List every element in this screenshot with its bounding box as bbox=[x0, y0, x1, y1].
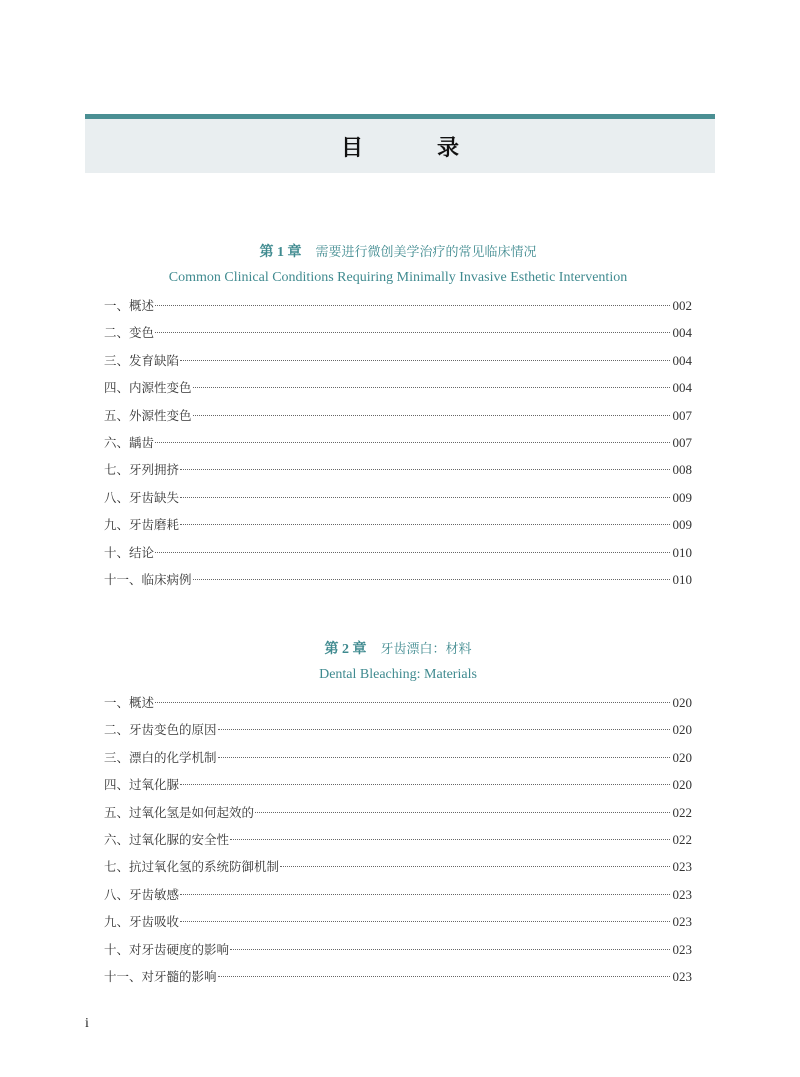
toc-entry-page: 023 bbox=[672, 859, 692, 875]
leader-dots bbox=[155, 702, 669, 703]
chapter-2-entries bbox=[104, 689, 692, 990]
toc-entry-label: 九、牙齿磨耗 bbox=[104, 517, 180, 533]
toc-entry-page: 004 bbox=[672, 325, 692, 341]
toc-entry-label: 六、龋齿 bbox=[104, 434, 155, 450]
toc-entry[interactable] bbox=[104, 853, 692, 880]
toc-entry[interactable] bbox=[104, 826, 692, 853]
chapter-2-section bbox=[104, 641, 692, 990]
toc-entry-label: 七、牙列拥挤 bbox=[104, 462, 180, 478]
toc-entry[interactable] bbox=[104, 771, 692, 798]
toc-entry-page: 009 bbox=[672, 517, 692, 533]
toc-entry[interactable] bbox=[104, 716, 692, 743]
leader-dots bbox=[180, 497, 669, 498]
toc-entry-page: 009 bbox=[672, 489, 692, 505]
toc-entry[interactable] bbox=[104, 566, 692, 593]
chapter-1-title-en: Common Clinical Conditions Requiring Minimally Invasive Esthetic Intervention bbox=[168, 270, 628, 285]
chapter-2-heading bbox=[104, 641, 692, 659]
toc-entry[interactable] bbox=[104, 689, 692, 716]
toc-entry[interactable] bbox=[104, 319, 692, 346]
leader-dots bbox=[230, 839, 669, 840]
toc-entry-page: 020 bbox=[672, 777, 692, 793]
toc-entry-page: 008 bbox=[672, 462, 692, 478]
toc-entry[interactable] bbox=[104, 429, 692, 456]
leader-dots bbox=[193, 579, 670, 580]
chapter-2-title-en: Dental Bleaching: Materials bbox=[319, 667, 477, 682]
leader-dots bbox=[180, 894, 669, 895]
chapter-1-heading bbox=[104, 244, 692, 262]
toc-entry-label: 八、牙齿敏感 bbox=[104, 886, 180, 902]
toc-entry-page: 010 bbox=[672, 571, 692, 587]
toc-entry-label: 三、发育缺陷 bbox=[104, 352, 180, 368]
toc-entry-label: 四、过氧化脲 bbox=[104, 777, 180, 793]
toc-entry-label: 九、牙齿吸收 bbox=[104, 914, 180, 930]
leader-dots bbox=[180, 524, 669, 525]
leader-dots bbox=[280, 866, 669, 867]
toc-entry-page: 004 bbox=[672, 352, 692, 368]
chapter-2-number: 第 2 章 bbox=[324, 642, 367, 657]
toc-entry-label: 五、过氧化氢是如何起效的 bbox=[104, 804, 255, 820]
toc-entry-label: 一、概述 bbox=[104, 298, 155, 313]
leader-dots bbox=[155, 332, 669, 333]
leader-dots bbox=[193, 415, 670, 416]
leader-dots bbox=[255, 812, 669, 813]
toc-entry-page: 007 bbox=[672, 407, 692, 423]
toc-entry[interactable] bbox=[104, 936, 692, 963]
toc-entry[interactable] bbox=[104, 744, 692, 771]
toc-entry[interactable] bbox=[104, 539, 692, 566]
toc-entry-label: 六、过氧化脲的安全性 bbox=[104, 831, 230, 847]
leader-dots bbox=[155, 442, 669, 443]
toc-entry[interactable] bbox=[104, 374, 692, 401]
chapter-1-title-cn: 需要进行微创美学治疗的常见临床情况 bbox=[315, 245, 537, 260]
toc-entry-page: 004 bbox=[672, 380, 692, 396]
toc-entry-label: 十一、对牙髓的影响 bbox=[104, 968, 217, 984]
toc-entry[interactable] bbox=[104, 292, 692, 319]
toc-entry-page: 010 bbox=[672, 544, 692, 560]
leader-dots bbox=[218, 757, 670, 758]
toc-entry-page: 020 bbox=[672, 749, 692, 765]
toc-entry-label: 一、概述 bbox=[104, 695, 155, 710]
leader-dots bbox=[180, 921, 669, 922]
leader-dots bbox=[155, 305, 669, 306]
leader-dots bbox=[230, 949, 669, 950]
toc-entry-page: 002 bbox=[672, 298, 692, 313]
page-number: i bbox=[85, 1016, 89, 1031]
toc-title-band bbox=[85, 114, 715, 173]
toc-entry-label: 二、变色 bbox=[104, 325, 155, 341]
toc-entry-page: 023 bbox=[672, 968, 692, 984]
toc-entry[interactable] bbox=[104, 511, 692, 538]
toc-entry-page: 022 bbox=[672, 804, 692, 820]
toc-entry-page: 020 bbox=[672, 722, 692, 738]
leader-dots bbox=[218, 976, 670, 977]
chapter-1-number: 第 1 章 bbox=[259, 245, 302, 260]
toc-entry[interactable] bbox=[104, 456, 692, 483]
leader-dots bbox=[180, 469, 669, 470]
toc-entry[interactable] bbox=[104, 881, 692, 908]
toc-entry[interactable] bbox=[104, 402, 692, 429]
chapter-1-section bbox=[104, 244, 692, 593]
toc-entry[interactable] bbox=[104, 347, 692, 374]
toc-entry[interactable] bbox=[104, 908, 692, 935]
toc-entry-page: 020 bbox=[672, 695, 692, 710]
toc-entry-page: 023 bbox=[672, 886, 692, 902]
toc-entry-label: 二、牙齿变色的原因 bbox=[104, 722, 217, 738]
toc-entry[interactable] bbox=[104, 799, 692, 826]
toc-entry-label: 三、漂白的化学机制 bbox=[104, 749, 217, 765]
toc-entry-label: 十一、临床病例 bbox=[104, 571, 192, 587]
leader-dots bbox=[155, 552, 669, 553]
leader-dots bbox=[193, 387, 670, 388]
leader-dots bbox=[218, 729, 670, 730]
chapter-2-title-cn: 牙齿漂白：材料 bbox=[380, 642, 472, 657]
toc-entry-label: 十、对牙齿硬度的影响 bbox=[104, 941, 230, 957]
toc-entry-label: 五、外源性变色 bbox=[104, 407, 192, 423]
toc-entry-label: 四、内源性变色 bbox=[104, 380, 192, 396]
toc-entry-label: 七、抗过氧化氢的系统防御机制 bbox=[104, 859, 280, 875]
toc-entry[interactable] bbox=[104, 484, 692, 511]
toc-entry-label: 八、牙齿缺失 bbox=[104, 489, 180, 505]
chapter-1-entries bbox=[104, 292, 692, 593]
toc-entry-page: 023 bbox=[672, 914, 692, 930]
toc-entry-label: 十、结论 bbox=[104, 544, 155, 560]
leader-dots bbox=[180, 360, 669, 361]
toc-entry-page: 022 bbox=[672, 831, 692, 847]
toc-entry-page: 023 bbox=[672, 941, 692, 957]
toc-entry[interactable] bbox=[104, 963, 692, 990]
leader-dots bbox=[180, 784, 669, 785]
toc-entry-page: 007 bbox=[672, 434, 692, 450]
page-title: 目 录 bbox=[340, 135, 485, 161]
